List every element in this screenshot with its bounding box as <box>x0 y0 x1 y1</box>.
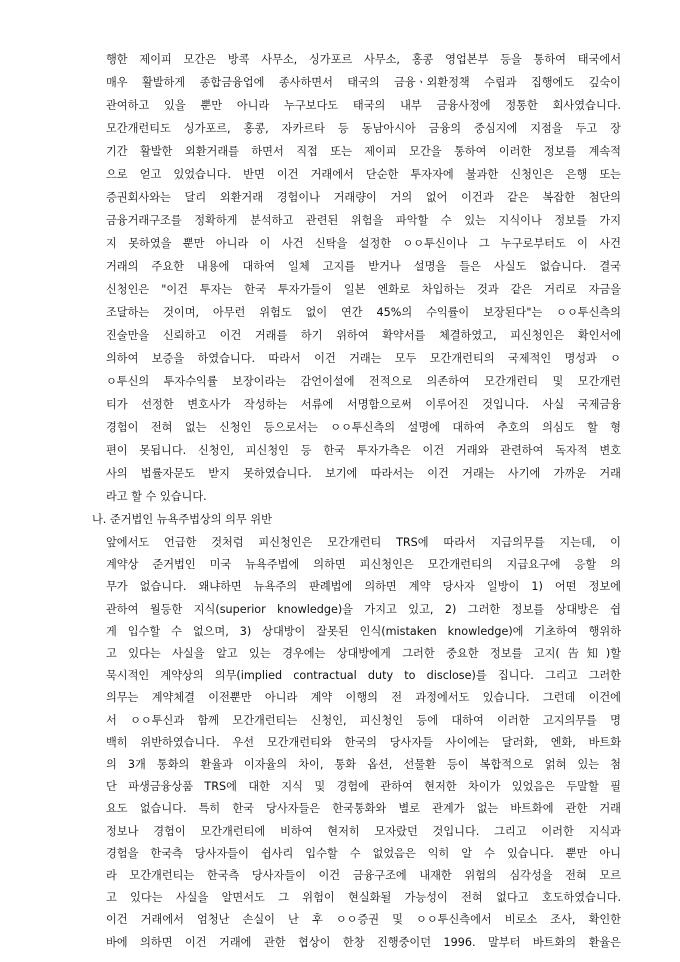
text-line: 바에 의하면 이건 거래에 관한 협상이 한창 진행중이던 1996. 말부터 바트화의 환율은 <box>106 936 621 949</box>
text-line: 조달하는 것이며, 아무런 위험도 없이 연간 45%의 수익률이 보장된다"는 ㅇㅇ투신측의 <box>106 306 621 319</box>
text-line: 으로 얻고 있었습니다. 반면 이건 거래에서 단순한 투자자에 불과한 신청인은 은행 또는 <box>106 168 621 181</box>
text-line: 증권회사와는 달리 외환거래 경험이나 거래량이 거의 없어 이건과 같은 복잡한 첨단의 <box>106 191 621 204</box>
text-line: 진술만을 신뢰하고 이건 거래를 하기 위하여 확약서를 체결하였고, 피신청인은 확인서에 <box>106 329 621 342</box>
text-line: 백히 위반하였습니다. 우선 모간개런티와 한국의 당사자들 사이에는 달러화, 엔화, 바트화 <box>106 736 621 749</box>
text-line: 앞에서도 언급한 것처럼 피신청인은 모간개런티 TRS에 따라서 지급의무를 지는데, 이 <box>106 536 621 549</box>
text-line: 요도 없습니다. 특히 한국 당사자들은 한국통화와 별로 관계가 없는 바트화에 관한 거래 <box>106 802 621 815</box>
text-line: 서 ㅇㅇ투신과 함께 모간개런티는 신청인, 피신청인 등에 대하여 이러한 고지의무를 명 <box>106 714 621 727</box>
text-line: 묵시적인 계약상의 의무(implied contractual duty to disclose)를 집니다. 그리고 그러한 <box>106 669 621 682</box>
section-heading: 나. 준거법인 뉴욕주법상의 의무 위반 <box>92 513 272 526</box>
text-line: 기간 활발한 외환거래를 하면서 직접 또는 제이피 모간을 통하여 이러한 정보를 계속적 <box>106 145 621 158</box>
text-line: ㅇ투신의 투자수익률 보장이라는 감언이설에 전적으로 의존하여 모간개런티 및 모간개런 <box>106 375 621 388</box>
text-line: 티가 선정한 변호사가 작성하는 서류에 서명함으로써 이루어진 것입니다. 사실 국제금융 <box>106 398 621 411</box>
text-line: 고 있다는 사실을 알고 있는 경우에는 상대방에게 그러한 중요한 정보를 고지(告知)할 <box>106 647 621 660</box>
text-line: 의무는 계약체결 이전뿐만 아니라 계약 이행의 전 과정에서도 있습니다. 그런데 이건에 <box>106 691 621 704</box>
text-line: 고 있다는 사실을 알면서도 그 위험이 현실화될 가능성이 전혀 없다고 호도하였습니다. <box>106 891 621 904</box>
text-line: 모간개런티도 싱가포르, 홍콩, 자카르타 등 동남아시아 금융의 중심지에 지점을 두고 장 <box>106 122 621 135</box>
text-line: 경험을 한국측 당사자들이 쉽사리 입수할 수 없었음은 익히 알 수 있습니다. 뿐만 아니 <box>106 847 621 860</box>
text-line: 라 모간개런티는 한국측 당사자들이 이건 금융구조에 내재한 위험의 심각성을 전혀 모르 <box>106 869 621 882</box>
text-line: 무가 없습니다. 왜냐하면 뉴욕주의 판례법에 의하면 계약 당사자 일방이 1) 어떤 정보에 <box>106 580 621 593</box>
text-line: 금융거래구조를 정확하게 분석하고 관련된 위험을 파악할 수 있는 지식이나 정보를 가지 <box>106 214 621 227</box>
text-line: 게 입수할 수 없으며, 3) 상대방이 잘못된 인식(mistaken knowledge)에 기초하여 행위하 <box>106 625 621 638</box>
text-line: 관하여 월등한 지식(superior knowledge)을 가지고 있고, 2) 그러한 정보를 상대방은 쉽 <box>106 603 621 616</box>
text-line: 관여하고 있을 뿐만 아니라 누구보다도 태국의 내부 금융사정에 정통한 회사였습니다. <box>106 99 621 112</box>
text-line: 지 못하였을 뿐만 아니라 이 사건 신탁을 설정한 ㅇㅇ투신이나 그 누구로부터도 이 사건 <box>106 237 621 250</box>
text-line: 매우 활발하게 종합금융업에 종사하면서 태국의 금융ㆍ외환정책 수립과 집행에도 깊숙이 <box>106 76 621 89</box>
text-line: 라고 할 수 있습니다. <box>106 490 207 503</box>
text-line: 편이 못됩니다. 신청인, 피신청인 등 한국 투자가측은 이건 거래와 관련하여 독자적 변호 <box>106 444 621 457</box>
text-line: 행한 제이피 모간은 방콕 사무소, 싱가포르 사무소, 홍콩 영업본부 등을 통하여 태국에서 <box>106 53 621 66</box>
text-line: 단 파생금융상품 TRS에 대한 지식 및 경험에 관하여 현저한 차이가 있었음은 두말할 필 <box>106 780 621 793</box>
text-line: 거래의 주요한 내용에 대하여 일체 고지를 받거나 설명을 들은 사실도 없습니다. 결국 <box>106 260 621 273</box>
text-line: 사의 법률자문도 받지 못하였습니다. 보기에 따라서는 이건 거래는 사기에 가까운 거래 <box>106 467 621 480</box>
text-line: 정보나 경험이 모간개런티에 비하여 현저히 모자랐던 것입니다. 그리고 이러한 지식과 <box>106 825 621 838</box>
text-line: 의 3개 통화의 환율과 이자율의 차이, 통화 옵션, 선물환 등이 복합적으로 얽혀 있는 첨 <box>106 758 621 771</box>
text-line: 의하여 보증을 하였습니다. 따라서 이건 거래는 모두 모간개런티의 국제적인 명성과 ㅇ <box>106 352 621 365</box>
text-line: 신청인은 "이건 투자는 한국 투자가들이 일본 엔화로 차입하는 것과 같은 거리로 자금을 <box>106 283 621 296</box>
text-line: 계약상 준거법인 미국 뉴욕주법에 의하면 피신청인은 모간개런티의 지급요구에 응할 의 <box>106 558 621 571</box>
text-line: 이건 거래에서 엄청난 손실이 난 후 ㅇㅇ증권 및 ㅇㅇ투신측에서 비로소 조사, 확인한 <box>106 913 621 926</box>
text-line: 경험이 전혀 없는 신청인 등으로서는 ㅇㅇ투신측의 설명에 대하여 추호의 의심도 할 형 <box>106 421 621 434</box>
